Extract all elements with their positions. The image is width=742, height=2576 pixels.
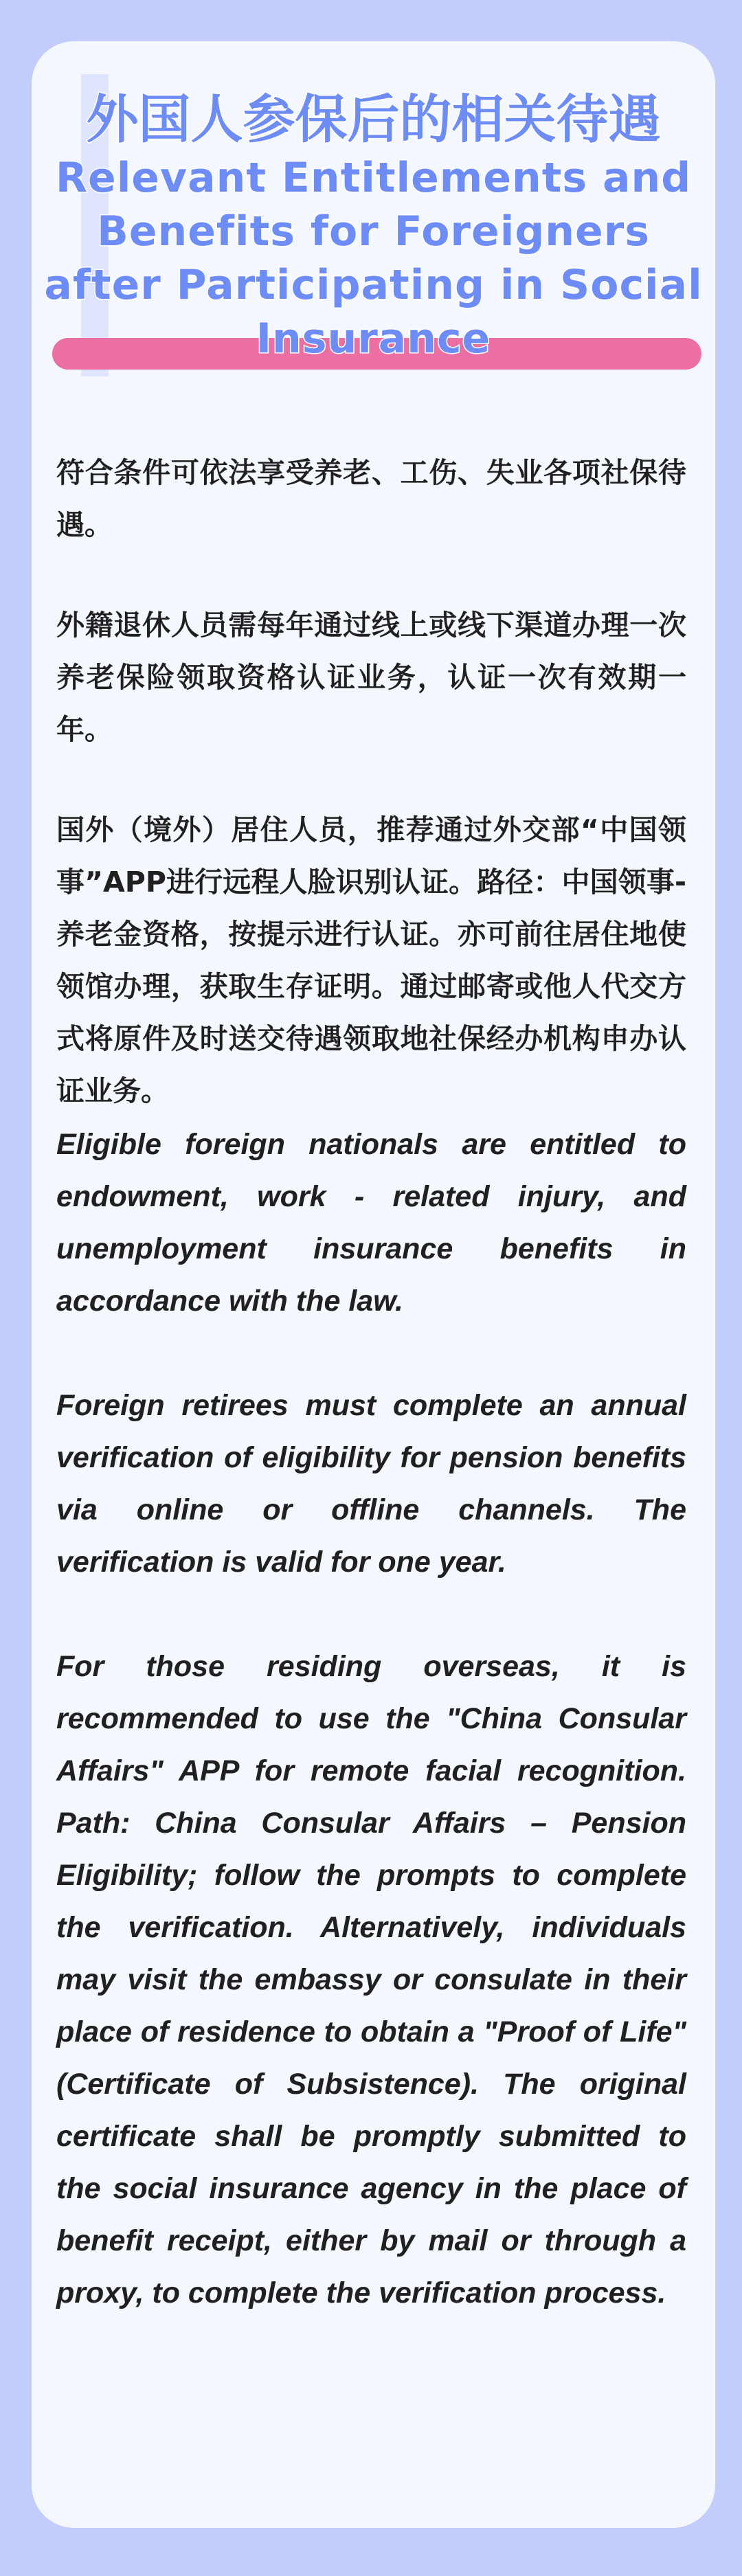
paragraph-zh-eligibility: 符合条件可依法享受养老、工伤、失业各项社保待遇。 <box>56 456 686 541</box>
article-body <box>56 447 686 2319</box>
title-english: Relevant Entitlements and Benefits for Foreigners after Participating in Social Insurance <box>44 154 703 363</box>
paragraph-en-eligibility: Eligible foreign nationals are entitled to endowment, work - related injury, and unemployment insurance benefits in accordance with the law. <box>56 1128 686 1318</box>
paragraph-en-retiree-verification: Foreign retirees must complete an annual verification of eligibility for pension benefits via online or offline channels. The verification is valid for one year. <box>56 1389 686 1579</box>
paragraph-zh-overseas-verification: 国外（境外）居住人员，推荐通过外交部“中国领事”APP进行远程人脸识别认证。路径：中国领事-养老金资格，按提示进行认证。亦可前往居住地使领馆办理，获取生存证明。通过邮寄或他人代交方式将原件及时送交待遇领取地社保经办机构申办认证业务。 <box>56 813 686 1107</box>
paragraph-en-overseas-verification: For those residing overseas, it is recommended to use the "China Consular Affairs" APP for remote facial recognition. Path: China Consular Affairs – Pension Eligibility; follow the prompts to complete the verification. Alternatively, individuals may visit the embassy or consulate in their place of residence to obtain a "Proof of Life" (Certificate of Subsistence). The original certificate shall be promptly submitted to the social insurance agency in the place of benefit receipt, either by mail or through a proxy, to complete the verification process. <box>56 1650 686 2309</box>
paragraph-zh-retiree-verification: 外籍退休人员需每年通过线上或线下渠道办理一次养老保险领取资格认证业务，认证一次有效期一年。 <box>56 609 686 746</box>
content-card <box>32 41 715 2528</box>
title-chinese: 外国人参保后的相关待遇 <box>86 89 661 150</box>
page-title <box>32 88 715 365</box>
